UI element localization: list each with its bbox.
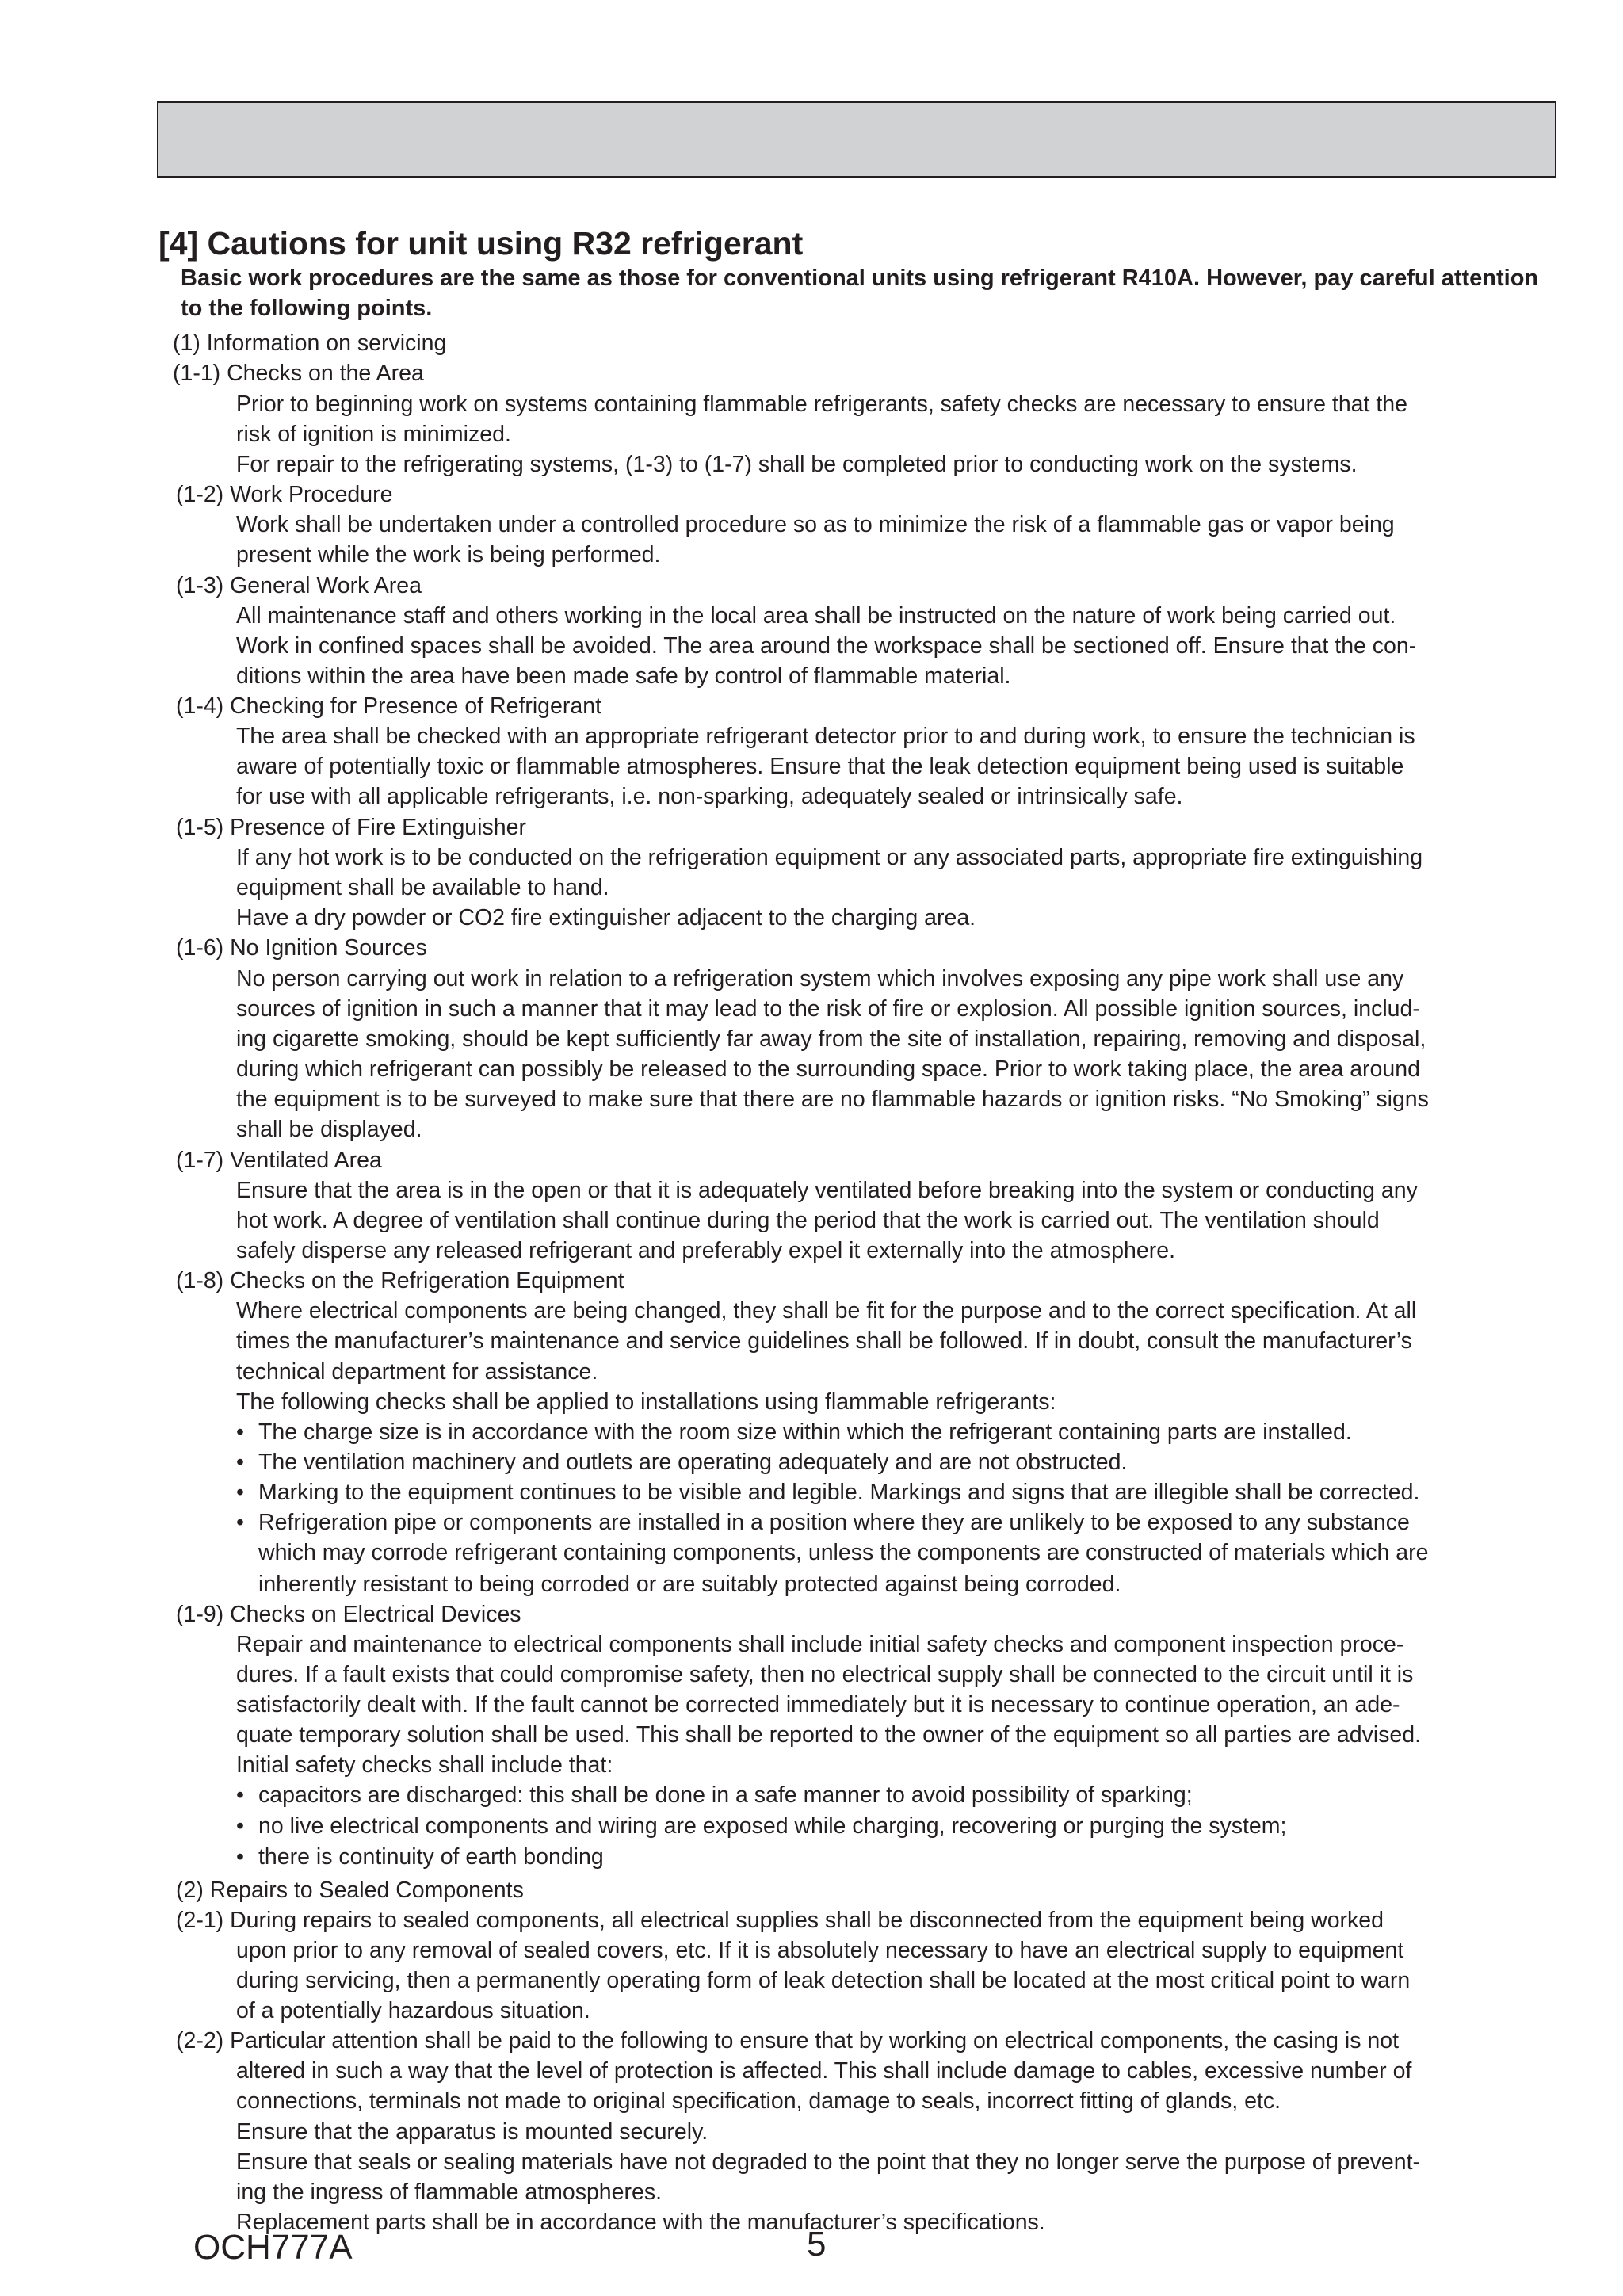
body-line: quate temporary solution shall be used. This shall be reported to the owner of the equipment so all parties are advised. xyxy=(236,1722,1422,1748)
body-line: during servicing, then a permanently operating form of leak detection shall be located at the most critical point to warn xyxy=(236,1968,1411,1993)
section-title: [4] Cautions for unit using R32 refrigerant xyxy=(158,225,804,262)
body-line: Work shall be undertaken under a controlled procedure so as to minimize the risk of a flammable gas or vapor being xyxy=(236,512,1395,537)
subsection-heading: (1-4) Checking for Presence of Refrigerant xyxy=(176,693,601,719)
body-line: Replacement parts shall be in accordance with the manufacturer’s specifications. xyxy=(236,2210,1045,2235)
bullet-dot-icon: • xyxy=(236,1844,244,1870)
body-line: inherently resistant to being corroded or are suitably protected against being corroded. xyxy=(258,1572,1121,1597)
bullet-text: no live electrical components and wiring are exposed while charging, recovering or purging the system; xyxy=(258,1813,1287,1839)
bullet-text: Marking to the equipment continues to be visible and legible. Markings and signs that are illegible shall be corrected. xyxy=(258,1480,1420,1505)
section-intro: Basic work procedures are the same as those for conventional units using refrigerant R410A. However, pay careful attention to the following points. xyxy=(181,266,1539,321)
body-line: No person carrying out work in relation to a refrigeration system which involves exposing any pipe work shall use any xyxy=(236,966,1404,991)
body-line: dures. If a fault exists that could compromise safety, then no electrical supply shall be connected to the circuit until it is xyxy=(236,1662,1414,1687)
bullet-text: capacitors are discharged: this shall be done in a safe manner to avoid possibility of sparking; xyxy=(258,1782,1193,1808)
body-line: times the manufacturer’s maintenance and service guidelines shall be followed. If in doubt, consult the manufacturer’s xyxy=(236,1328,1412,1354)
subsection-heading: (1-5) Presence of Fire Extinguisher xyxy=(176,815,526,840)
subsection-heading: (2-2) Particular attention shall be paid to the following to ensure that by working on electrical components, the casing is not xyxy=(176,2028,1400,2053)
body-line: altered in such a way that the level of protection is affected. This shall include damage to cables, excessive number of xyxy=(236,2058,1412,2084)
body-line: satisfactorily dealt with. If the fault cannot be corrected immediately but it is necessary to continue operation, an ade- xyxy=(236,1692,1400,1717)
bullet-text: The charge size is in accordance with the room size within which the refrigerant containing parts are installed. xyxy=(258,1419,1352,1445)
document-code: OCH777A xyxy=(193,2228,353,2267)
body-line: If any hot work is to be conducted on the refrigeration equipment or any associated parts, appropriate fire extinguishing xyxy=(236,845,1423,870)
subsection-heading: (1-8) Checks on the Refrigeration Equipment xyxy=(176,1268,624,1293)
body-line: Ensure that the area is in the open or that it is adequately ventilated before breaking into the system or conducting any xyxy=(236,1178,1418,1203)
bullet-dot-icon: • xyxy=(236,1813,244,1839)
bullet-dot-icon: • xyxy=(236,1450,244,1475)
bullet-dot-icon: • xyxy=(236,1782,244,1808)
bullet-text: there is continuity of earth bonding xyxy=(258,1844,604,1870)
body-line: hot work. A degree of ventilation shall continue during the period that the work is carried out. The ventilation should xyxy=(236,1208,1380,1233)
bullet-dot-icon: • xyxy=(236,1510,244,1535)
bullet-text: The ventilation machinery and outlets are operating adequately and are not obstructed. xyxy=(258,1450,1128,1475)
body-line: The following checks shall be applied to installations using flammable refrigerants: xyxy=(236,1389,1056,1415)
body-line: during which refrigerant can possibly be released to the surrounding space. Prior to work taking place, the area around xyxy=(236,1056,1420,1082)
subsection-heading: (1-3) General Work Area xyxy=(176,573,422,598)
body-line: upon prior to any removal of sealed covers, etc. If it is absolutely necessary to have an electrical supply to equipment xyxy=(236,1938,1404,1963)
body-line: for use with all applicable refrigerants, i.e. non-sparking, adequately sealed or intrinsically safe. xyxy=(236,784,1183,809)
body-line: Ensure that seals or sealing materials have not degraded to the point that they no longer serve the purpose of prevent- xyxy=(236,2149,1421,2175)
body-line: For repair to the refrigerating systems, (1-3) to (1-7) shall be completed prior to conducting work on the systems. xyxy=(236,452,1358,477)
subsection-heading: (1-9) Checks on Electrical Devices xyxy=(176,1602,521,1627)
body-line: present while the work is being performed. xyxy=(236,542,661,567)
body-line: The area shall be checked with an appropriate refrigerant detector prior to and during work, to ensure the technician is xyxy=(236,724,1415,749)
body-line: Initial safety checks shall include that: xyxy=(236,1752,613,1778)
subsection-heading: (2-1) During repairs to sealed components, all electrical supplies shall be disconnected from the equipment being worked xyxy=(176,1908,1384,1933)
body-line: Have a dry powder or CO2 fire extinguisher adjacent to the charging area. xyxy=(236,905,976,930)
bullet-text: Refrigeration pipe or components are installed in a position where they are unlikely to be exposed to any substance xyxy=(258,1510,1410,1535)
subsection-heading: (1-1) Checks on the Area xyxy=(173,361,424,386)
subsection-heading: (1) Information on servicing xyxy=(173,330,447,356)
header-bar xyxy=(157,101,1556,178)
body-line: All maintenance staff and others working in the local area shall be instructed on the nature of work being carried out. xyxy=(236,603,1396,628)
body-line: Ensure that the apparatus is mounted securely. xyxy=(236,2119,708,2145)
body-line: of a potentially hazardous situation. xyxy=(236,1998,590,2023)
body-line: Prior to beginning work on systems containing flammable refrigerants, safety checks are necessary to ensure that the xyxy=(236,392,1407,417)
body-line: sources of ignition in such a manner that it may lead to the risk of fire or explosion. All possible ignition sources, includ- xyxy=(236,996,1420,1022)
body-line: shall be displayed. xyxy=(236,1117,422,1142)
body-line: Where electrical components are being changed, they shall be fit for the purpose and to the correct specification. At all xyxy=(236,1298,1417,1324)
body-line: Repair and maintenance to electrical components shall include initial safety checks and component inspection proce- xyxy=(236,1632,1404,1657)
page-number: 5 xyxy=(807,2225,827,2264)
bullet-dot-icon: • xyxy=(236,1419,244,1445)
body-line: ing cigarette smoking, should be kept sufficiently far away from the site of installation, repairing, removing and disposal, xyxy=(236,1026,1426,1052)
subsection-heading: (2) Repairs to Sealed Components xyxy=(176,1878,524,1903)
body-line: which may corrode refrigerant containing components, unless the components are constructed of materials which are xyxy=(258,1540,1429,1565)
body-line: ing the ingress of flammable atmospheres. xyxy=(236,2179,663,2205)
body-line: the equipment is to be surveyed to make sure that there are no flammable hazards or ignition risks. “No Smoking” signs xyxy=(236,1087,1429,1112)
bullet-dot-icon: • xyxy=(236,1480,244,1505)
body-line: equipment shall be available to hand. xyxy=(236,875,609,900)
subsection-heading: (1-7) Ventilated Area xyxy=(176,1148,382,1173)
body-line: technical department for assistance. xyxy=(236,1359,598,1385)
body-line: risk of ignition is minimized. xyxy=(236,422,511,447)
body-line: ditions within the area have been made safe by control of flammable material. xyxy=(236,663,1011,689)
subsection-heading: (1-2) Work Procedure xyxy=(176,482,393,507)
body-line: connections, terminals not made to original specification, damage to seals, incorrect fitting of glands, etc. xyxy=(236,2088,1281,2114)
body-line: aware of potentially toxic or flammable atmospheres. Ensure that the leak detection equipment being used is suitable xyxy=(236,754,1404,779)
body-line: Work in confined spaces shall be avoided. The area around the workspace shall be sectioned off. Ensure that the con- xyxy=(236,633,1417,659)
subsection-heading: (1-6) No Ignition Sources xyxy=(176,935,427,961)
body-line: safely disperse any released refrigerant and preferably expel it externally into the atmosphere. xyxy=(236,1238,1175,1263)
